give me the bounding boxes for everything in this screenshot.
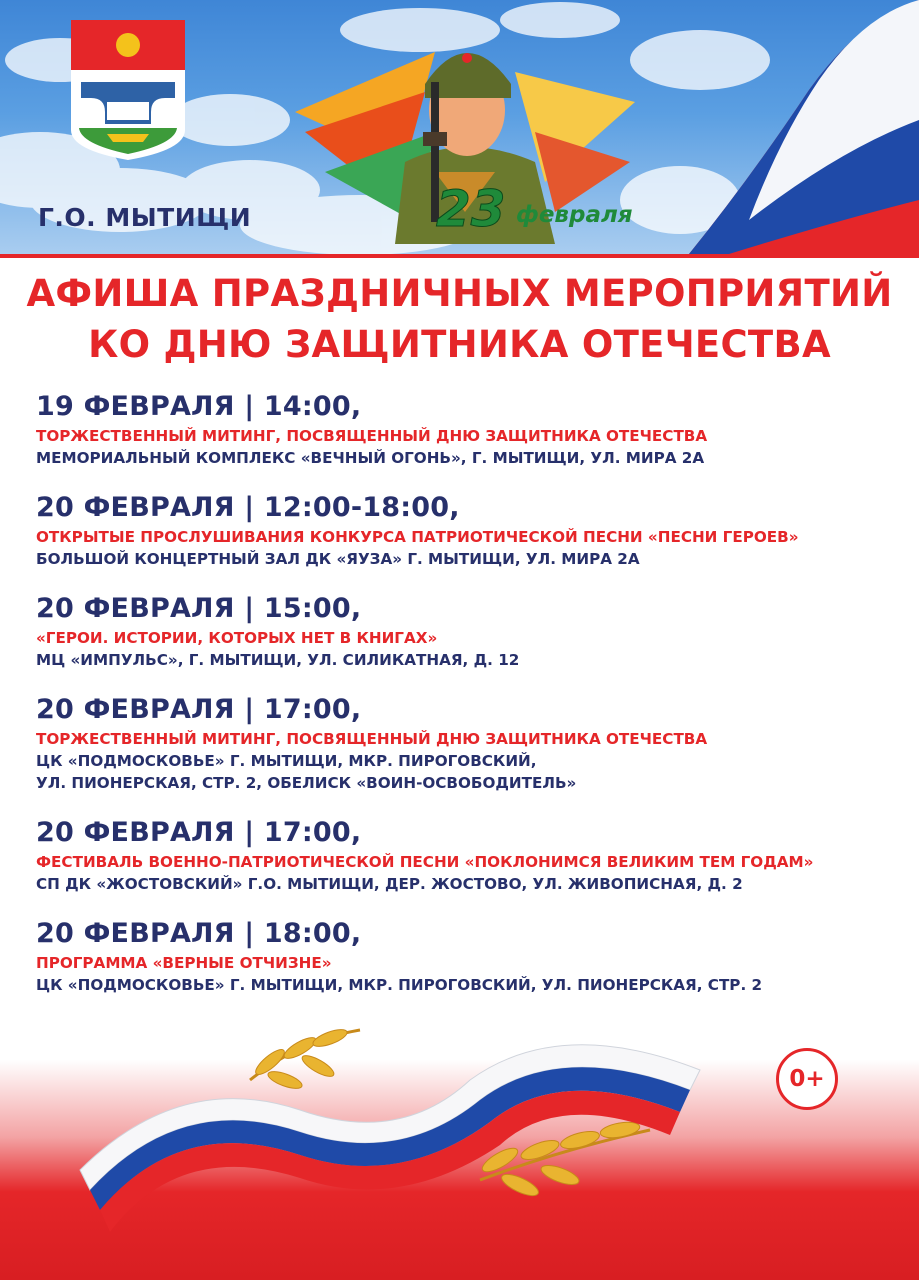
event-item [36, 915, 896, 996]
event-date: 20 ФЕВРАЛЯ | 18:00, [36, 918, 362, 949]
header-banner [0, 0, 919, 254]
event-place: МЦ «ИМПУЛЬС», Г. МЫТИЩИ, УЛ. СИЛИКАТНАЯ, Д. 12 [36, 651, 520, 669]
event-place: БОЛЬШОЙ КОНЦЕРТНЫЙ ЗАЛ ДК «ЯУЗА» Г. МЫТИЩИ, УЛ. МИРА 2А [36, 550, 640, 568]
event-item [36, 590, 896, 671]
event-date: 20 ФЕВРАЛЯ | 15:00, [36, 593, 362, 624]
events-list [36, 388, 896, 1016]
header-divider [0, 254, 919, 258]
event-date: 20 ФЕВРАЛЯ | 17:00, [36, 694, 362, 725]
event-name: ОТКРЫТЫЕ ПРОСЛУШИВАНИЯ КОНКУРСА ПАТРИОТИЧЕСКОЙ ПЕСНИ «ПЕСНИ ГЕРОЕВ» [36, 528, 799, 546]
event-name: «ГЕРОИ. ИСТОРИИ, КОТОРЫХ НЕТ В КНИГАХ» [36, 629, 438, 647]
event-place: СП ДК «ЖОСТОВСКИЙ» Г.О. МЫТИЩИ, ДЕР. ЖОСТОВО, УЛ. ЖИВОПИСНАЯ, Д. 2 [36, 875, 743, 893]
footer-decoration [0, 1020, 919, 1280]
event-place-line-2: УЛ. ПИОНЕРСКАЯ, СТР. 2, ОБЕЛИСК «ВОИН-ОСВОБОДИТЕЛЬ» [36, 774, 577, 792]
event-item [36, 691, 896, 794]
event-item [36, 814, 896, 895]
event-name: ТОРЖЕСТВЕННЫЙ МИТИНГ, ПОСВЯЩЕННЫЙ ДНЮ ЗАЩИТНИКА ОТЕЧЕСТВА [36, 730, 708, 748]
event-name: ПРОГРАММА «ВЕРНЫЕ ОТЧИЗНЕ» [36, 954, 332, 972]
page-title [0, 268, 919, 370]
event-date: 19 ФЕВРАЛЯ | 14:00, [36, 391, 362, 422]
flag-corner-icon [689, 0, 919, 254]
age-rating-badge: 0+ [776, 1048, 838, 1110]
event-name: ТОРЖЕСТВЕННЫЙ МИТИНГ, ПОСВЯЩЕННЫЙ ДНЮ ЗАЩИТНИКА ОТЕЧЕСТВА [36, 427, 708, 445]
city-name: Г.О. МЫТИЩИ [38, 203, 252, 232]
title-line-1: АФИША ПРАЗДНИЧНЫХ МЕРОПРИЯТИЙ [26, 272, 893, 315]
event-place: ЦК «ПОДМОСКОВЬЕ» Г. МЫТИЩИ, МКР. ПИРОГОВСКИЙ, [36, 752, 537, 770]
holiday-badge [436, 180, 636, 240]
title-line-2: КО ДНЮ ЗАЩИТНИКА ОТЕЧЕСТВА [88, 323, 831, 366]
badge-day: 23 [436, 180, 506, 238]
badge-month: февраля [516, 202, 633, 228]
event-item [36, 388, 896, 469]
coat-of-arms-icon [71, 20, 185, 160]
event-item [36, 489, 896, 570]
event-date: 20 ФЕВРАЛЯ | 17:00, [36, 817, 362, 848]
event-name: ФЕСТИВАЛЬ ВОЕННО-ПАТРИОТИЧЕСКОЙ ПЕСНИ «ПОКЛОНИМСЯ ВЕЛИКИМ ТЕМ ГОДАМ» [36, 853, 814, 871]
event-place: ЦК «ПОДМОСКОВЬЕ» Г. МЫТИЩИ, МКР. ПИРОГОВСКИЙ, УЛ. ПИОНЕРСКАЯ, СТР. 2 [36, 976, 763, 994]
event-date: 20 ФЕВРАЛЯ | 12:00-18:00, [36, 492, 460, 523]
event-place: МЕМОРИАЛЬНЫЙ КОМПЛЕКС «ВЕЧНЫЙ ОГОНЬ», Г. МЫТИЩИ, УЛ. МИРА 2А [36, 449, 705, 467]
